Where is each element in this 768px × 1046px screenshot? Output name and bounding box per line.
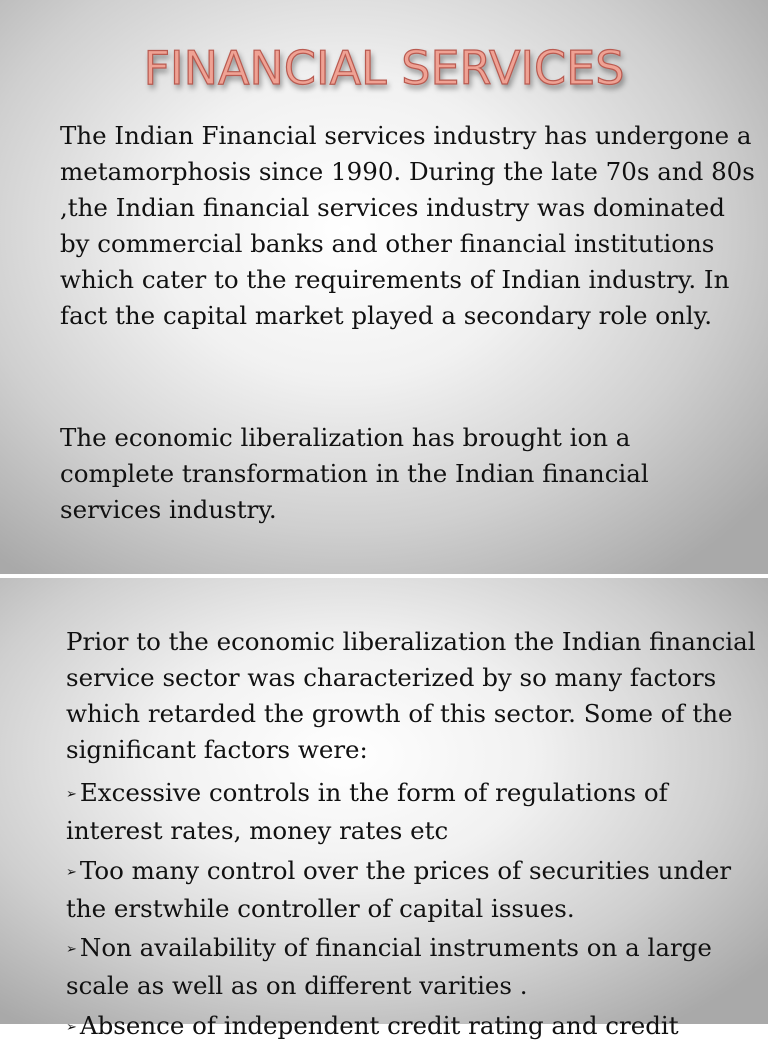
bullet-item (66, 775, 756, 849)
paragraph-liberalization: The economic liberalization has brought ion a complete transformation in the Indian financial services industry. (60, 423, 649, 524)
bullet-text: Too many control over the prices of securities under the erstwhile controller of capital issues. (66, 856, 732, 923)
arrow-bullet-icon: ➢ (66, 787, 77, 802)
slide-title: FINANCIAL SERVICES (143, 41, 625, 95)
arrow-bullet-icon: ➢ (66, 1020, 77, 1035)
arrow-bullet-icon: ➢ (66, 942, 77, 957)
paragraph-industry-history: The Indian Financial services industry has undergone a metamorphosis since 1990. During the late 70s and 80s ,the Indian financial services industry was dominated by commercial banks and other financial institutions which cater to the requirements of Indian industry. In fact the capital market played a secondary role only. (60, 121, 755, 330)
bullet-text: Excessive controls in the form of regulations of interest rates, money rates etc (66, 778, 668, 845)
bullet-text: Non availability of financial instruments on a large scale as well as on different varities . (66, 933, 712, 1000)
bullet-item (66, 853, 756, 927)
bullet-text: Absence of independent credit rating and credit (79, 1011, 679, 1040)
bullet-item (66, 1008, 756, 1046)
paragraph-prior-factors: Prior to the economic liberalization the Indian financial service sector was characterized by so many factors which retarded the growth of this sector. Some of the significant factors were: (66, 627, 756, 764)
arrow-bullet-icon: ➢ (66, 865, 77, 880)
bullet-item (66, 930, 756, 1004)
